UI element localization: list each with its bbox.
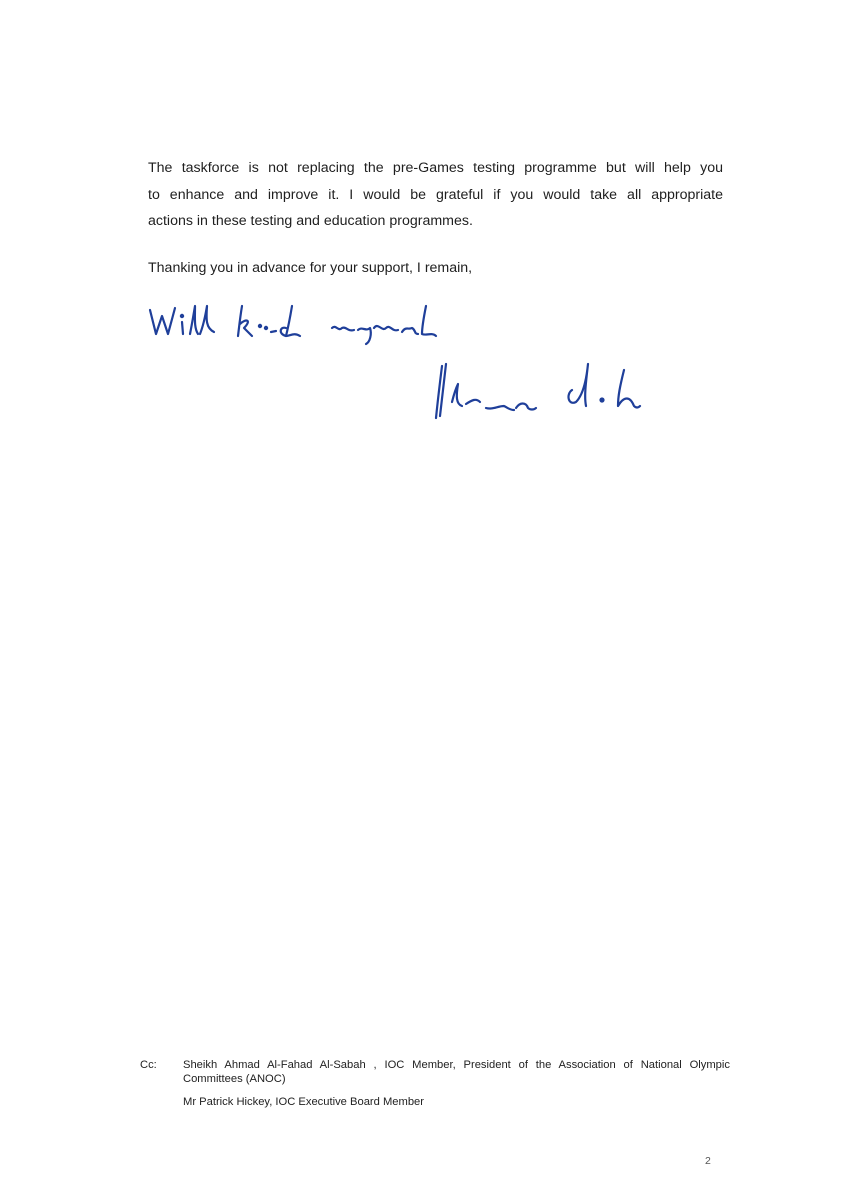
cc-recipient: Mr Patrick Hickey, IOC Executive Board Member	[183, 1096, 425, 1108]
handwritten-signature	[140, 298, 680, 438]
handwritten-closing	[150, 306, 436, 344]
paragraph-line: to enhance and improve it. I would be grateful if you would take all appropriate	[148, 186, 723, 203]
body-paragraph-taskforce	[148, 155, 723, 235]
cc-label: Cc:	[140, 1059, 157, 1071]
paragraph-line: The taskforce is not replacing the pre-Games testing programme but will help you	[148, 160, 723, 176]
body-paragraph-closing: Thanking you in advance for your support, I remain,	[148, 260, 473, 276]
cc-recipient-list	[183, 1058, 730, 1109]
handwritten-signer	[436, 364, 640, 418]
cc-block	[140, 1058, 730, 1109]
page-number: 2	[705, 1155, 711, 1167]
paragraph-line: actions in these testing and education programmes.	[148, 213, 473, 229]
cc-recipient: Sheikh Ahmad Al-Fahad Al-Sabah , IOC Member, President of the Association of National Olympic Committees (ANOC)	[183, 1059, 730, 1085]
